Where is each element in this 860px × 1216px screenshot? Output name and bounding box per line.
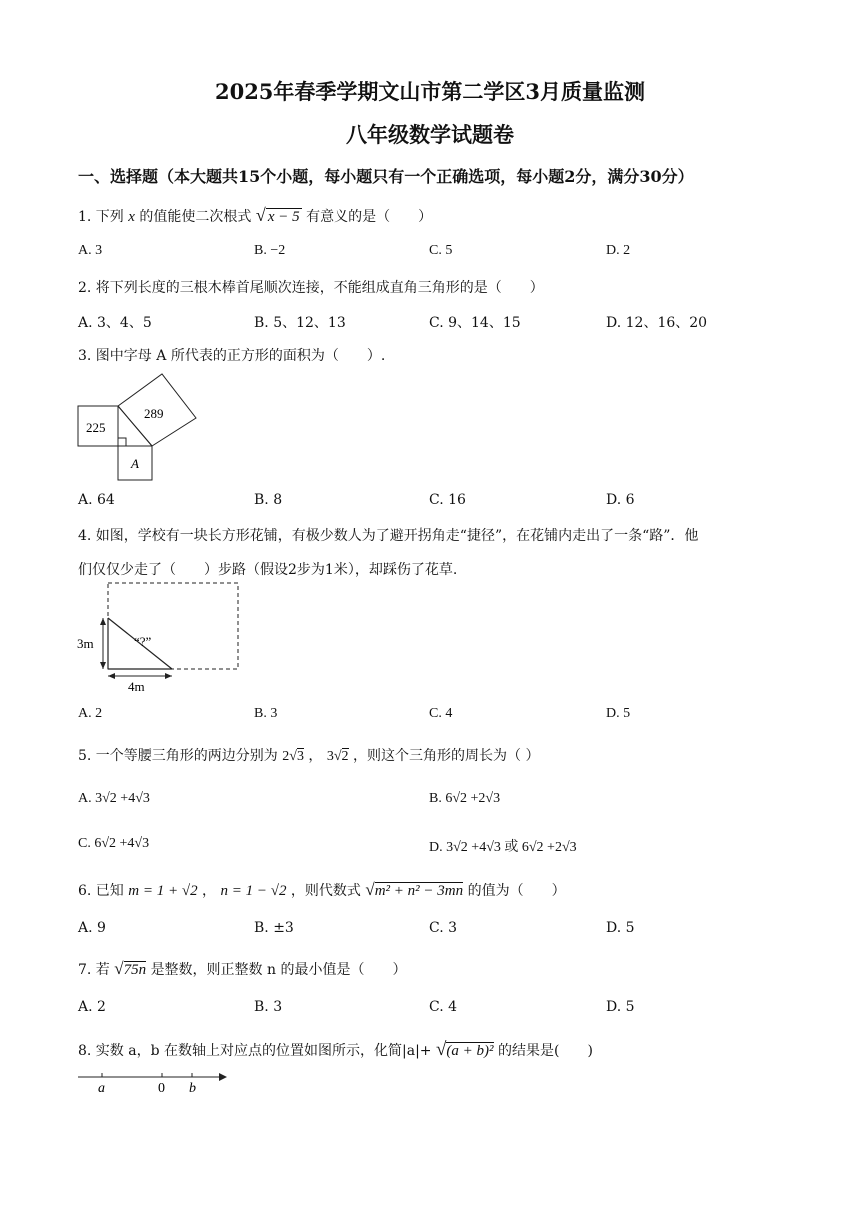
label-225: 225 <box>86 420 106 435</box>
q7-option-b: B. 3 <box>254 999 283 1015</box>
q5-option-b: B. 6√2 +2√3 <box>429 791 501 806</box>
label-4m: 4m <box>128 679 145 694</box>
q3-option-b: B. 8 <box>254 492 283 508</box>
arrow-right <box>165 673 172 679</box>
exam-subtitle: 八年级数学试题卷 <box>346 122 514 147</box>
q6-comma: ， <box>202 883 217 899</box>
label-3m: 3m <box>77 636 94 651</box>
q6-text-2: ，则代数式 <box>290 883 361 899</box>
q6-option-c: C. 3 <box>429 920 458 936</box>
exam-title: 2025年春季学期文山市第二学区3月质量监测 <box>214 79 646 104</box>
q8-text-2: 的结果是( ) <box>497 1043 593 1059</box>
q8-radical: √ <box>435 1039 447 1060</box>
q5-option-d: D. 3√2 +4√3 或 6√2 +2√3 <box>429 840 577 855</box>
q8-number-line <box>74 1068 234 1098</box>
q6-radical: √ <box>365 880 375 899</box>
q3-squares-figure <box>74 370 204 484</box>
q3-option-c: C. 16 <box>429 492 466 508</box>
q8-radicand: (a + b)² <box>446 1043 494 1059</box>
q5-option-a: A. 3√2 +4√3 <box>78 791 150 806</box>
q6-option-b: B. ±3 <box>254 920 294 936</box>
q3-option-d: D. 6 <box>606 492 635 508</box>
q1-option-b: B. −2 <box>254 243 286 258</box>
q2-option-a: A. 3、4、5 <box>78 315 152 331</box>
q6-text-1: 6. 已知 <box>78 883 124 899</box>
q5-radical-1: √ <box>289 749 297 764</box>
q4-flowerbed-figure <box>74 580 244 696</box>
q2-option-b: B. 5、12、13 <box>254 315 346 331</box>
q7-text-1: 7. 若 <box>78 962 110 978</box>
q6-option-a: A. 9 <box>78 920 106 936</box>
q1-option-a: A. 3 <box>78 243 103 258</box>
q2-option-d: D. 12、16、20 <box>606 315 708 331</box>
q7-option-c: C. 4 <box>429 999 458 1015</box>
q1-text-1: 1. 下列 <box>78 209 124 225</box>
q7-radicand: 75n <box>123 962 147 978</box>
q5-option-c: C. 6√2 +4√3 <box>78 836 150 851</box>
q8-text-1: 8. 实数 a，b 在数轴上对应点的位置如图所示，化简|a|+ <box>78 1043 432 1059</box>
q4-option-a: A. 2 <box>78 706 103 721</box>
right-angle-mark <box>118 438 126 446</box>
section-heading: 一、选择题（本大题共15个小题，每小题只有一个正确选项，每小题2分，满分30分） <box>78 167 694 186</box>
q7-text-2: 是整数，则正整数 n 的最小值是（ ） <box>150 962 407 978</box>
q1-text-3: 有意义的是（ ） <box>306 209 433 225</box>
q5-radicand-1: 3 <box>296 749 304 764</box>
question-4-stem-line2: 们仅仅少走了（ ）步路（假设2步为1米），却踩伤了花草. <box>78 562 458 578</box>
question-2-stem: 2. 将下列长度的三根木棒首尾顺次连接，不能组成直角三角形的是（ ） <box>78 280 544 296</box>
q6-option-d: D. 5 <box>606 920 635 936</box>
q5-radical-2: √ <box>333 749 342 764</box>
radical-sign: √ <box>255 205 266 225</box>
arrow-up <box>100 618 106 625</box>
q6-text-3: 的值为（ ） <box>467 883 566 899</box>
question-1-stem <box>78 206 432 226</box>
q1-text-2: 的值能使二次根式 <box>139 209 252 225</box>
question-5-stem <box>78 745 539 765</box>
q5-text-1: 5. 一个等腰三角形的两边分别为 <box>78 748 278 764</box>
q5-coef-1: 2 <box>282 749 290 764</box>
arrow-down <box>100 662 106 669</box>
q5-comma: ， <box>308 748 323 764</box>
question-6-stem <box>78 880 566 900</box>
q5-coef-2: 3 <box>326 749 334 764</box>
q7-option-d: D. 5 <box>606 999 635 1015</box>
label-b: b <box>189 1081 196 1096</box>
question-7-stem <box>78 959 406 979</box>
q5-radicand-2: 2 <box>341 749 349 764</box>
q7-radical: √ <box>114 959 124 978</box>
q2-option-c: C. 9、14、15 <box>429 315 521 331</box>
label-path: “?” <box>134 634 152 649</box>
question-3-stem: 3. 图中字母 A 所代表的正方形的面积为（ ）. <box>78 348 386 364</box>
q1-var-x: x <box>128 209 135 225</box>
q3-option-a: A. 64 <box>78 492 115 508</box>
flowerbed-rect <box>108 583 238 669</box>
q6-n-expr: n = 1 − √2 <box>220 883 287 899</box>
label-0: 0 <box>158 1081 165 1096</box>
q6-radicand: m² + n² − 3mn <box>374 883 464 899</box>
q4-option-d: D. 5 <box>606 706 631 721</box>
q4-option-b: B. 3 <box>254 706 278 721</box>
label-a: A <box>131 456 139 471</box>
q1-radicand: x − 5 <box>267 209 300 225</box>
q1-sqrt <box>255 205 302 226</box>
q5-text-2: ，则这个三角形的周长为（ ） <box>353 748 540 764</box>
q1-option-c: C. 5 <box>429 243 453 258</box>
label-289: 289 <box>144 406 164 421</box>
question-8-stem <box>78 1039 593 1061</box>
q1-option-d: D. 2 <box>606 243 631 258</box>
q6-m-expr: m = 1 + √2 <box>128 883 198 899</box>
question-4-stem-line1: 4. 如图，学校有一块长方形花铺，有极少数人为了避开拐角走“捷径”，在花铺内走出了一条“路”．他 <box>78 528 699 544</box>
arrow-left <box>108 673 115 679</box>
label-a: a <box>98 1081 105 1096</box>
q7-option-a: A. 2 <box>78 999 106 1015</box>
number-line-arrow <box>219 1073 227 1081</box>
q4-option-c: C. 4 <box>429 706 453 721</box>
